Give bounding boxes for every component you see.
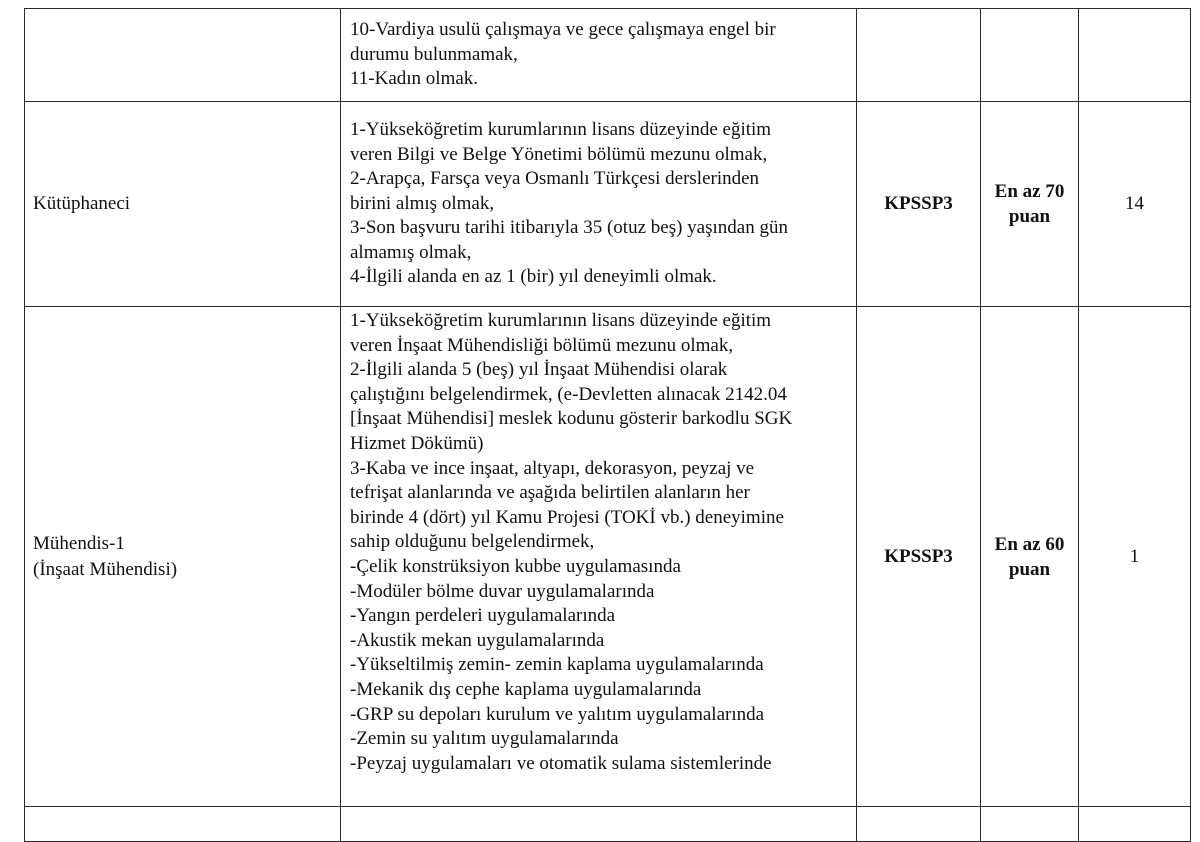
requirement-line: [İnşaat Mühendisi] meslek kodunu gösterir barkodlu SGK [350,408,793,430]
requirement-line: 10-Vardiya usulü çalışmaya ve gece çalışmaya engel bir [350,19,776,41]
table-row [25,102,1191,307]
position-cell [25,807,341,842]
position-cell [25,307,341,807]
requirement-line: çalıştığını belgelendirmek, (e-Devletten alınacak 2142.04 [350,383,787,405]
minimum-score-value: En az 70 [994,181,1065,202]
requirement-line: veren İnşaat Mühendisliği bölümü mezunu olmak, [350,334,734,356]
requirement-line: 11-Kadın olmak. [350,68,479,90]
minimum-score-cell [981,807,1079,842]
requirement-line: -Mekanik dış cephe kaplama uygulamalarında [350,678,702,700]
requirement-line: 2-Arapça, Farsça veya Osmanlı Türkçesi derslerinden [350,168,760,190]
requirement-line: birinde 4 (dört) yıl Kamu Projesi (TOKİ vb.) deneyimine [350,506,784,528]
position-count-cell [1079,807,1191,842]
requirement-line: veren Bilgi ve Belge Yönetimi bölümü mezunu olmak, [350,143,768,165]
minimum-score-cell [981,307,1079,807]
requirement-line: -Zemin su yalıtım uygulamalarında [350,728,619,750]
position-count-cell [1079,9,1191,102]
requirement-line: -Modüler bölme duvar uygulamalarında [350,580,655,602]
table-row [25,807,1191,842]
minimum-score-cell [981,102,1079,307]
exam-type-cell [857,9,981,102]
exam-type-cell: KPSSP3 [857,102,981,307]
position-cell [25,9,341,102]
position-subtitle: (İnşaat Mühendisi) [33,558,178,580]
job-requirements-table [24,8,1191,842]
requirements-cell [341,807,857,842]
position-title: Kütüphaneci [33,193,131,214]
minimum-score-unit: puan [1008,558,1051,580]
table-row [25,307,1191,807]
exam-type-cell [857,807,981,842]
requirements-cell [341,102,857,307]
requirement-line: 3-Kaba ve ince inşaat, altyapı, dekorasyon, peyzaj ve [350,457,755,479]
requirement-line: -GRP su depoları kurulum ve yalıtım uygulamalarında [350,703,765,725]
table-row [25,9,1191,102]
minimum-score-unit: puan [1008,206,1051,227]
requirement-line: sahip olduğunu belgelendirmek, [350,531,595,553]
requirement-line: almamış olmak, [350,241,472,263]
requirement-line: -Akustik mekan uygulamalarında [350,629,605,651]
position-count-cell: 14 [1079,102,1191,307]
position-count-cell: 1 [1079,307,1191,807]
requirement-line: 4-İlgili alanda en az 1 (bir) yıl deneyimli olmak. [350,266,717,288]
requirement-line: 1-Yükseköğretim kurumlarının lisans düzeyinde eğitim [350,310,772,331]
requirement-line: 3-Son başvuru tarihi itibarıyla 35 (otuz beş) yaşından gün [350,217,788,239]
requirement-line: tefrişat alanlarında ve aşağıda belirtilen alanların her [350,482,750,504]
requirement-line: durumu bulunmamak, [350,43,518,65]
requirement-line: -Peyzaj uygulamaları ve otomatik sulama sistemlerinde [350,752,772,774]
requirement-line: birini almış olmak, [350,192,495,214]
requirement-line: Hizmet Dökümü) [350,432,484,454]
requirement-line: -Çelik konstrüksiyon kubbe uygulamasında [350,555,681,577]
position-cell [25,102,341,307]
position-title: Mühendis-1 [33,532,125,554]
requirement-line: -Yükseltilmiş zemin- zemin kaplama uygulamalarında [350,654,764,676]
exam-type-cell: KPSSP3 [857,307,981,807]
requirements-cell [341,9,857,102]
minimum-score-cell [981,9,1079,102]
requirement-line: 2-İlgili alanda 5 (beş) yıl İnşaat Mühendisi olarak [350,359,728,381]
requirement-line: -Yangın perdeleri uygulamalarında [350,605,616,627]
requirements-cell [341,307,857,807]
minimum-score-value: En az 60 [994,533,1065,555]
requirement-line: 1-Yükseköğretim kurumlarının lisans düzeyinde eğitim [350,118,772,140]
